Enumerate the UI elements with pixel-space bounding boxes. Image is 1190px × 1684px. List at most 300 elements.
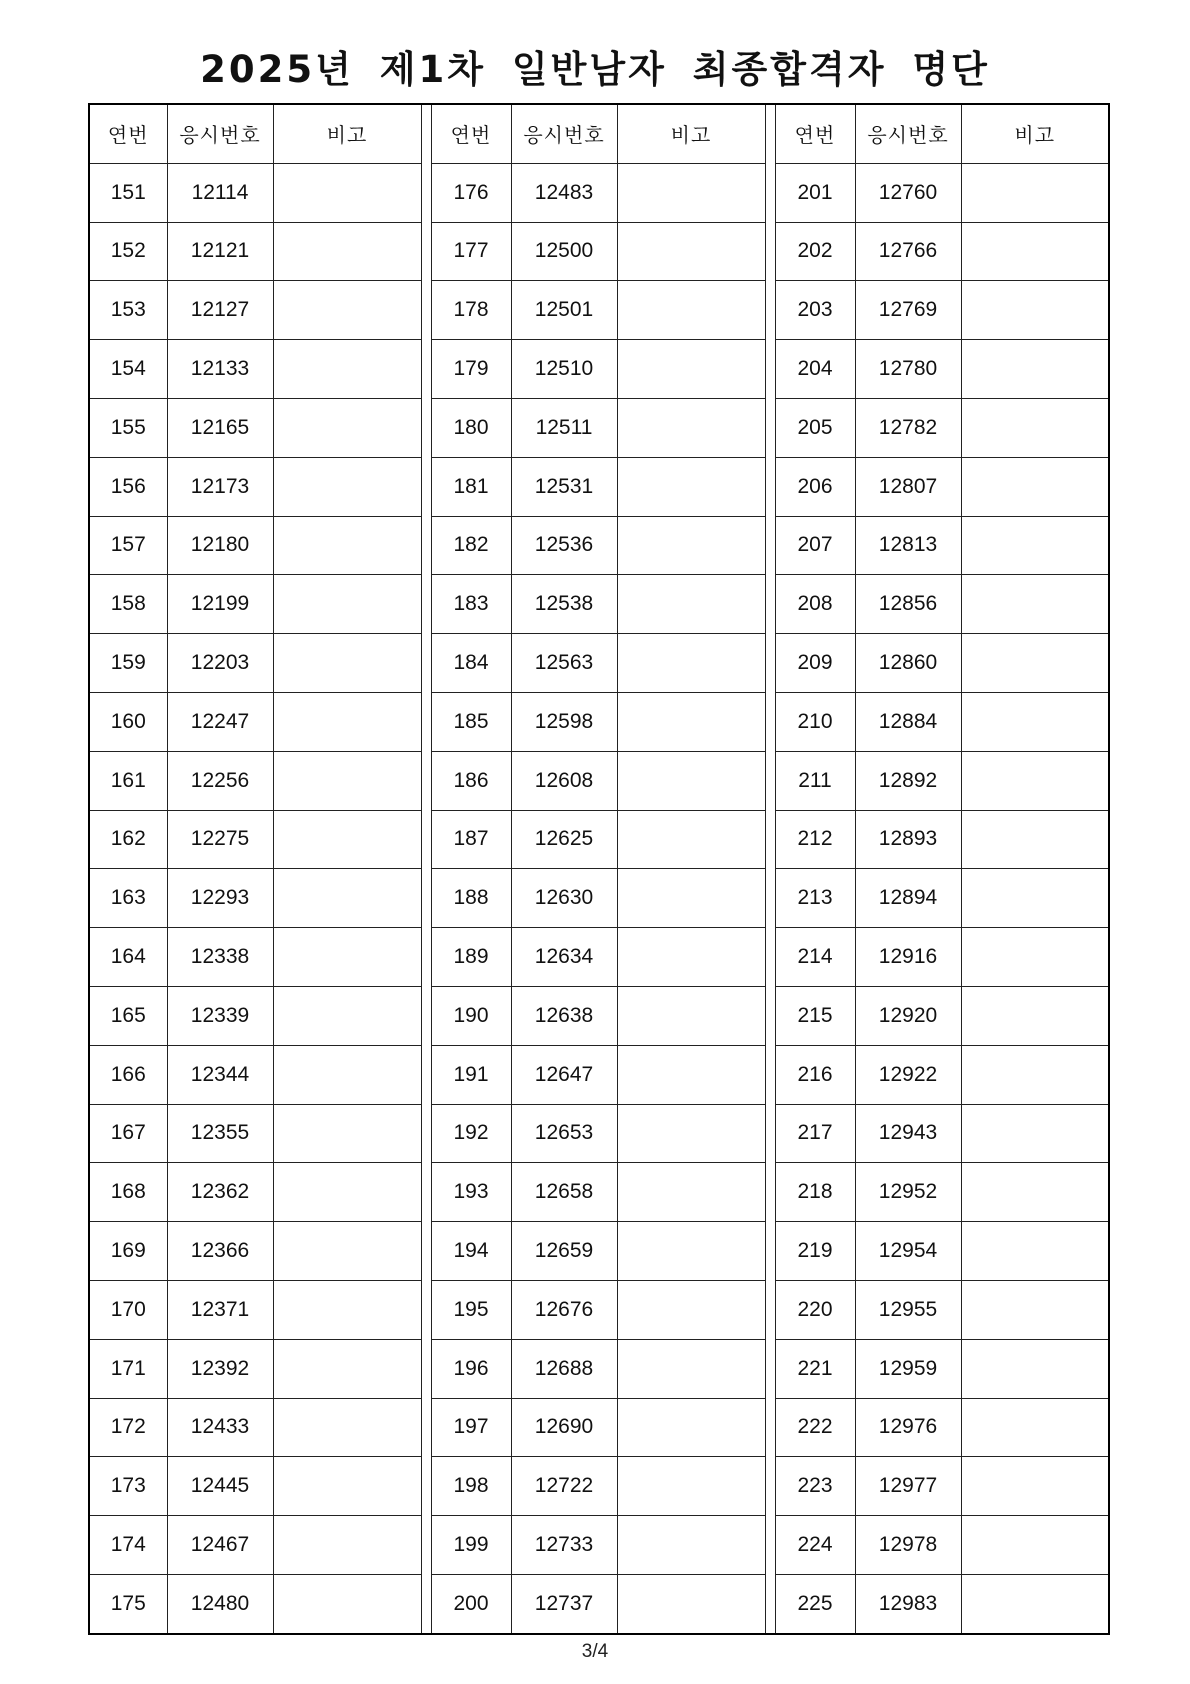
- column-gap: [765, 1339, 775, 1398]
- seq-cell: 212: [775, 810, 855, 869]
- exam-no-cell: 12203: [167, 634, 273, 693]
- exam-no-cell: 12658: [511, 1163, 617, 1222]
- seq-cell: 164: [89, 928, 167, 987]
- column-gap: [421, 634, 431, 693]
- note-cell: [617, 692, 765, 751]
- header-exam-no: 응시번호: [167, 104, 273, 163]
- table-row: [89, 1222, 1109, 1281]
- note-cell: [617, 1104, 765, 1163]
- seq-cell: 156: [89, 457, 167, 516]
- table-row: [89, 1516, 1109, 1575]
- note-cell: [961, 1222, 1109, 1281]
- exam-no-cell: 12121: [167, 222, 273, 281]
- column-gap: [765, 1516, 775, 1575]
- exam-no-cell: 12199: [167, 575, 273, 634]
- column-gap: [421, 1104, 431, 1163]
- column-gap: [765, 398, 775, 457]
- note-cell: [961, 1516, 1109, 1575]
- seq-cell: 179: [431, 340, 511, 399]
- exam-no-cell: 12293: [167, 869, 273, 928]
- column-gap: [421, 1280, 431, 1339]
- note-cell: [617, 1339, 765, 1398]
- exam-no-cell: 12339: [167, 986, 273, 1045]
- column-gap: [765, 1222, 775, 1281]
- exam-no-cell: 12338: [167, 928, 273, 987]
- seq-cell: 196: [431, 1339, 511, 1398]
- seq-cell: 170: [89, 1280, 167, 1339]
- exam-no-cell: 12856: [855, 575, 961, 634]
- table-row: [89, 986, 1109, 1045]
- seq-cell: 215: [775, 986, 855, 1045]
- exam-no-cell: 12511: [511, 398, 617, 457]
- exam-no-cell: 12659: [511, 1222, 617, 1281]
- column-gap: [765, 1457, 775, 1516]
- exam-no-cell: 12813: [855, 516, 961, 575]
- table-row: [89, 163, 1109, 222]
- note-cell: [273, 1045, 421, 1104]
- table-row: [89, 634, 1109, 693]
- seq-cell: 169: [89, 1222, 167, 1281]
- column-gap: [421, 516, 431, 575]
- exam-no-cell: 12247: [167, 692, 273, 751]
- exam-no-cell: 12256: [167, 751, 273, 810]
- exam-no-cell: 12275: [167, 810, 273, 869]
- note-cell: [961, 1398, 1109, 1457]
- seq-cell: 189: [431, 928, 511, 987]
- header-seq: 연번: [775, 104, 855, 163]
- column-gap: [765, 1104, 775, 1163]
- column-gap: [765, 457, 775, 516]
- seq-cell: 185: [431, 692, 511, 751]
- seq-cell: 191: [431, 1045, 511, 1104]
- column-gap: [421, 1398, 431, 1457]
- column-gap: [421, 222, 431, 281]
- note-cell: [273, 928, 421, 987]
- column-gap: [421, 1163, 431, 1222]
- note-cell: [961, 692, 1109, 751]
- exam-no-cell: 12638: [511, 986, 617, 1045]
- seq-cell: 214: [775, 928, 855, 987]
- column-gap: [765, 869, 775, 928]
- exam-no-cell: 12433: [167, 1398, 273, 1457]
- seq-cell: 182: [431, 516, 511, 575]
- note-cell: [961, 1457, 1109, 1516]
- exam-no-cell: 12959: [855, 1339, 961, 1398]
- table-row: [89, 340, 1109, 399]
- exam-no-cell: 12977: [855, 1457, 961, 1516]
- exam-no-cell: 12978: [855, 1516, 961, 1575]
- note-cell: [961, 1339, 1109, 1398]
- note-cell: [273, 1104, 421, 1163]
- column-gap: [765, 810, 775, 869]
- note-cell: [273, 398, 421, 457]
- note-cell: [617, 986, 765, 1045]
- note-cell: [273, 1516, 421, 1575]
- note-cell: [273, 1163, 421, 1222]
- seq-cell: 187: [431, 810, 511, 869]
- seq-cell: 180: [431, 398, 511, 457]
- note-cell: [617, 1163, 765, 1222]
- column-gap: [421, 398, 431, 457]
- table-row: [89, 1457, 1109, 1516]
- note-cell: [273, 634, 421, 693]
- exam-no-cell: 12893: [855, 810, 961, 869]
- exam-no-cell: 12114: [167, 163, 273, 222]
- column-gap: [421, 1045, 431, 1104]
- exam-no-cell: 12954: [855, 1222, 961, 1281]
- note-cell: [617, 634, 765, 693]
- column-gap: [765, 281, 775, 340]
- exam-no-cell: 12536: [511, 516, 617, 575]
- note-cell: [617, 1045, 765, 1104]
- note-cell: [961, 222, 1109, 281]
- table-row: [89, 1574, 1109, 1633]
- note-cell: [273, 516, 421, 575]
- page-title: 2025년 제1차 일반남자 최종합격자 명단: [200, 48, 990, 91]
- note-cell: [617, 222, 765, 281]
- column-gap: [765, 1163, 775, 1222]
- exam-no-cell: 12483: [511, 163, 617, 222]
- seq-cell: 217: [775, 1104, 855, 1163]
- note-cell: [273, 575, 421, 634]
- seq-cell: 216: [775, 1045, 855, 1104]
- table-row: [89, 692, 1109, 751]
- exam-no-cell: 12501: [511, 281, 617, 340]
- note-cell: [273, 869, 421, 928]
- column-gap: [765, 751, 775, 810]
- table-row: [89, 1398, 1109, 1457]
- table-row: [89, 869, 1109, 928]
- table-row: [89, 1280, 1109, 1339]
- header-exam-no: 응시번호: [511, 104, 617, 163]
- note-cell: [617, 810, 765, 869]
- table-row: [89, 928, 1109, 987]
- exam-no-cell: 12807: [855, 457, 961, 516]
- seq-cell: 197: [431, 1398, 511, 1457]
- seq-cell: 203: [775, 281, 855, 340]
- note-cell: [961, 516, 1109, 575]
- note-cell: [617, 869, 765, 928]
- note-cell: [273, 751, 421, 810]
- table-row: [89, 1104, 1109, 1163]
- column-gap: [421, 575, 431, 634]
- exam-no-cell: 12690: [511, 1398, 617, 1457]
- exam-no-cell: 12445: [167, 1457, 273, 1516]
- seq-cell: 183: [431, 575, 511, 634]
- seq-cell: 181: [431, 457, 511, 516]
- exam-no-cell: 12737: [511, 1574, 617, 1633]
- header-seq: 연번: [431, 104, 511, 163]
- exam-no-cell: 12480: [167, 1574, 273, 1633]
- exam-no-cell: 12392: [167, 1339, 273, 1398]
- note-cell: [273, 1574, 421, 1633]
- seq-cell: 178: [431, 281, 511, 340]
- seq-cell: 151: [89, 163, 167, 222]
- seq-cell: 152: [89, 222, 167, 281]
- note-cell: [961, 281, 1109, 340]
- note-cell: [617, 1222, 765, 1281]
- header-note: 비고: [617, 104, 765, 163]
- exam-no-cell: 12634: [511, 928, 617, 987]
- column-gap: [421, 1457, 431, 1516]
- seq-cell: 220: [775, 1280, 855, 1339]
- exam-no-cell: 12625: [511, 810, 617, 869]
- column-gap: [765, 575, 775, 634]
- exam-no-cell: 12916: [855, 928, 961, 987]
- exam-no-cell: 12647: [511, 1045, 617, 1104]
- exam-no-cell: 12500: [511, 222, 617, 281]
- column-gap: [421, 104, 431, 163]
- exam-no-cell: 12133: [167, 340, 273, 399]
- exam-no-cell: 12976: [855, 1398, 961, 1457]
- column-gap: [421, 810, 431, 869]
- exam-no-cell: 12922: [855, 1045, 961, 1104]
- exam-no-cell: 12173: [167, 457, 273, 516]
- table-row: [89, 575, 1109, 634]
- note-cell: [617, 398, 765, 457]
- column-gap: [765, 1280, 775, 1339]
- exam-no-cell: 12894: [855, 869, 961, 928]
- note-cell: [273, 1398, 421, 1457]
- header-note: 비고: [961, 104, 1109, 163]
- exam-no-cell: 12563: [511, 634, 617, 693]
- column-gap: [765, 340, 775, 399]
- pass-list-table: [88, 103, 1110, 1635]
- note-cell: [273, 340, 421, 399]
- note-cell: [617, 575, 765, 634]
- seq-cell: 176: [431, 163, 511, 222]
- column-gap: [765, 1398, 775, 1457]
- column-gap: [765, 222, 775, 281]
- note-cell: [961, 1280, 1109, 1339]
- note-cell: [961, 928, 1109, 987]
- column-gap: [421, 1516, 431, 1575]
- column-gap: [421, 751, 431, 810]
- note-cell: [617, 751, 765, 810]
- table-row: [89, 751, 1109, 810]
- column-gap: [421, 692, 431, 751]
- exam-no-cell: 12722: [511, 1457, 617, 1516]
- seq-cell: 193: [431, 1163, 511, 1222]
- column-gap: [421, 340, 431, 399]
- column-gap: [421, 869, 431, 928]
- exam-no-cell: 12733: [511, 1516, 617, 1575]
- seq-cell: 206: [775, 457, 855, 516]
- exam-no-cell: 12608: [511, 751, 617, 810]
- exam-no-cell: 12780: [855, 340, 961, 399]
- note-cell: [273, 457, 421, 516]
- seq-cell: 213: [775, 869, 855, 928]
- exam-no-cell: 12366: [167, 1222, 273, 1281]
- note-cell: [617, 516, 765, 575]
- table-row: [89, 398, 1109, 457]
- seq-cell: 207: [775, 516, 855, 575]
- note-cell: [961, 575, 1109, 634]
- exam-no-cell: 12688: [511, 1339, 617, 1398]
- seq-cell: 221: [775, 1339, 855, 1398]
- exam-no-cell: 12766: [855, 222, 961, 281]
- seq-cell: 222: [775, 1398, 855, 1457]
- exam-no-cell: 12344: [167, 1045, 273, 1104]
- exam-no-cell: 12127: [167, 281, 273, 340]
- table-row: [89, 810, 1109, 869]
- seq-cell: 198: [431, 1457, 511, 1516]
- exam-no-cell: 12653: [511, 1104, 617, 1163]
- seq-cell: 190: [431, 986, 511, 1045]
- note-cell: [617, 457, 765, 516]
- column-gap: [421, 1339, 431, 1398]
- seq-cell: 224: [775, 1516, 855, 1575]
- exam-no-cell: 12769: [855, 281, 961, 340]
- seq-cell: 201: [775, 163, 855, 222]
- exam-no-cell: 12630: [511, 869, 617, 928]
- exam-no-cell: 12860: [855, 634, 961, 693]
- note-cell: [617, 163, 765, 222]
- header-exam-no: 응시번호: [855, 104, 961, 163]
- seq-cell: 195: [431, 1280, 511, 1339]
- seq-cell: 208: [775, 575, 855, 634]
- exam-no-cell: 12983: [855, 1574, 961, 1633]
- note-cell: [961, 340, 1109, 399]
- exam-no-cell: 12598: [511, 692, 617, 751]
- column-gap: [421, 163, 431, 222]
- note-cell: [961, 1045, 1109, 1104]
- note-cell: [617, 281, 765, 340]
- note-cell: [617, 1398, 765, 1457]
- exam-no-cell: 12165: [167, 398, 273, 457]
- seq-cell: 159: [89, 634, 167, 693]
- exam-no-cell: 12676: [511, 1280, 617, 1339]
- exam-no-cell: 12467: [167, 1516, 273, 1575]
- exam-no-cell: 12760: [855, 163, 961, 222]
- column-gap: [765, 928, 775, 987]
- column-gap: [421, 1574, 431, 1633]
- note-cell: [961, 398, 1109, 457]
- column-gap: [765, 986, 775, 1045]
- seq-cell: 162: [89, 810, 167, 869]
- seq-cell: 153: [89, 281, 167, 340]
- exam-no-cell: 12531: [511, 457, 617, 516]
- note-cell: [273, 281, 421, 340]
- column-gap: [421, 457, 431, 516]
- table-body: [89, 163, 1109, 1633]
- note-cell: [961, 457, 1109, 516]
- seq-cell: 177: [431, 222, 511, 281]
- table-row: [89, 1339, 1109, 1398]
- exam-no-cell: 12371: [167, 1280, 273, 1339]
- exam-no-cell: 12180: [167, 516, 273, 575]
- note-cell: [961, 986, 1109, 1045]
- exam-no-cell: 12362: [167, 1163, 273, 1222]
- seq-cell: 210: [775, 692, 855, 751]
- note-cell: [617, 1457, 765, 1516]
- note-cell: [273, 692, 421, 751]
- seq-cell: 158: [89, 575, 167, 634]
- seq-cell: 225: [775, 1574, 855, 1633]
- exam-no-cell: 12920: [855, 986, 961, 1045]
- note-cell: [617, 340, 765, 399]
- column-gap: [765, 1574, 775, 1633]
- exam-no-cell: 12884: [855, 692, 961, 751]
- column-gap: [765, 163, 775, 222]
- seq-cell: 155: [89, 398, 167, 457]
- column-gap: [765, 1045, 775, 1104]
- table-row: [89, 516, 1109, 575]
- seq-cell: 202: [775, 222, 855, 281]
- column-gap: [421, 986, 431, 1045]
- note-cell: [961, 1163, 1109, 1222]
- seq-cell: 184: [431, 634, 511, 693]
- note-cell: [273, 1280, 421, 1339]
- seq-cell: 163: [89, 869, 167, 928]
- seq-cell: 205: [775, 398, 855, 457]
- exam-no-cell: 12952: [855, 1163, 961, 1222]
- seq-cell: 160: [89, 692, 167, 751]
- seq-cell: 157: [89, 516, 167, 575]
- exam-no-cell: 12943: [855, 1104, 961, 1163]
- column-gap: [765, 692, 775, 751]
- seq-cell: 154: [89, 340, 167, 399]
- seq-cell: 175: [89, 1574, 167, 1633]
- note-cell: [273, 163, 421, 222]
- seq-cell: 173: [89, 1457, 167, 1516]
- note-cell: [961, 634, 1109, 693]
- seq-cell: 174: [89, 1516, 167, 1575]
- exam-no-cell: 12782: [855, 398, 961, 457]
- note-cell: [961, 751, 1109, 810]
- seq-cell: 171: [89, 1339, 167, 1398]
- note-cell: [961, 810, 1109, 869]
- note-cell: [273, 222, 421, 281]
- note-cell: [273, 1339, 421, 1398]
- seq-cell: 161: [89, 751, 167, 810]
- column-gap: [421, 928, 431, 987]
- column-gap: [765, 634, 775, 693]
- exam-no-cell: 12955: [855, 1280, 961, 1339]
- seq-cell: 165: [89, 986, 167, 1045]
- seq-cell: 186: [431, 751, 511, 810]
- note-cell: [617, 1280, 765, 1339]
- exam-no-cell: 12510: [511, 340, 617, 399]
- header-seq: 연번: [89, 104, 167, 163]
- note-cell: [617, 1516, 765, 1575]
- seq-cell: 204: [775, 340, 855, 399]
- seq-cell: 172: [89, 1398, 167, 1457]
- column-gap: [421, 1222, 431, 1281]
- seq-cell: 223: [775, 1457, 855, 1516]
- note-cell: [273, 986, 421, 1045]
- seq-cell: 219: [775, 1222, 855, 1281]
- exam-no-cell: 12355: [167, 1104, 273, 1163]
- note-cell: [273, 1457, 421, 1516]
- header-row: [89, 104, 1109, 163]
- seq-cell: 209: [775, 634, 855, 693]
- note-cell: [961, 163, 1109, 222]
- note-cell: [273, 810, 421, 869]
- seq-cell: 218: [775, 1163, 855, 1222]
- note-cell: [617, 928, 765, 987]
- exam-no-cell: 12538: [511, 575, 617, 634]
- page-number: 3/4: [581, 1641, 609, 1662]
- seq-cell: 167: [89, 1104, 167, 1163]
- seq-cell: 168: [89, 1163, 167, 1222]
- exam-no-cell: 12892: [855, 751, 961, 810]
- table-row: [89, 457, 1109, 516]
- note-cell: [961, 869, 1109, 928]
- seq-cell: 200: [431, 1574, 511, 1633]
- seq-cell: 211: [775, 751, 855, 810]
- seq-cell: 199: [431, 1516, 511, 1575]
